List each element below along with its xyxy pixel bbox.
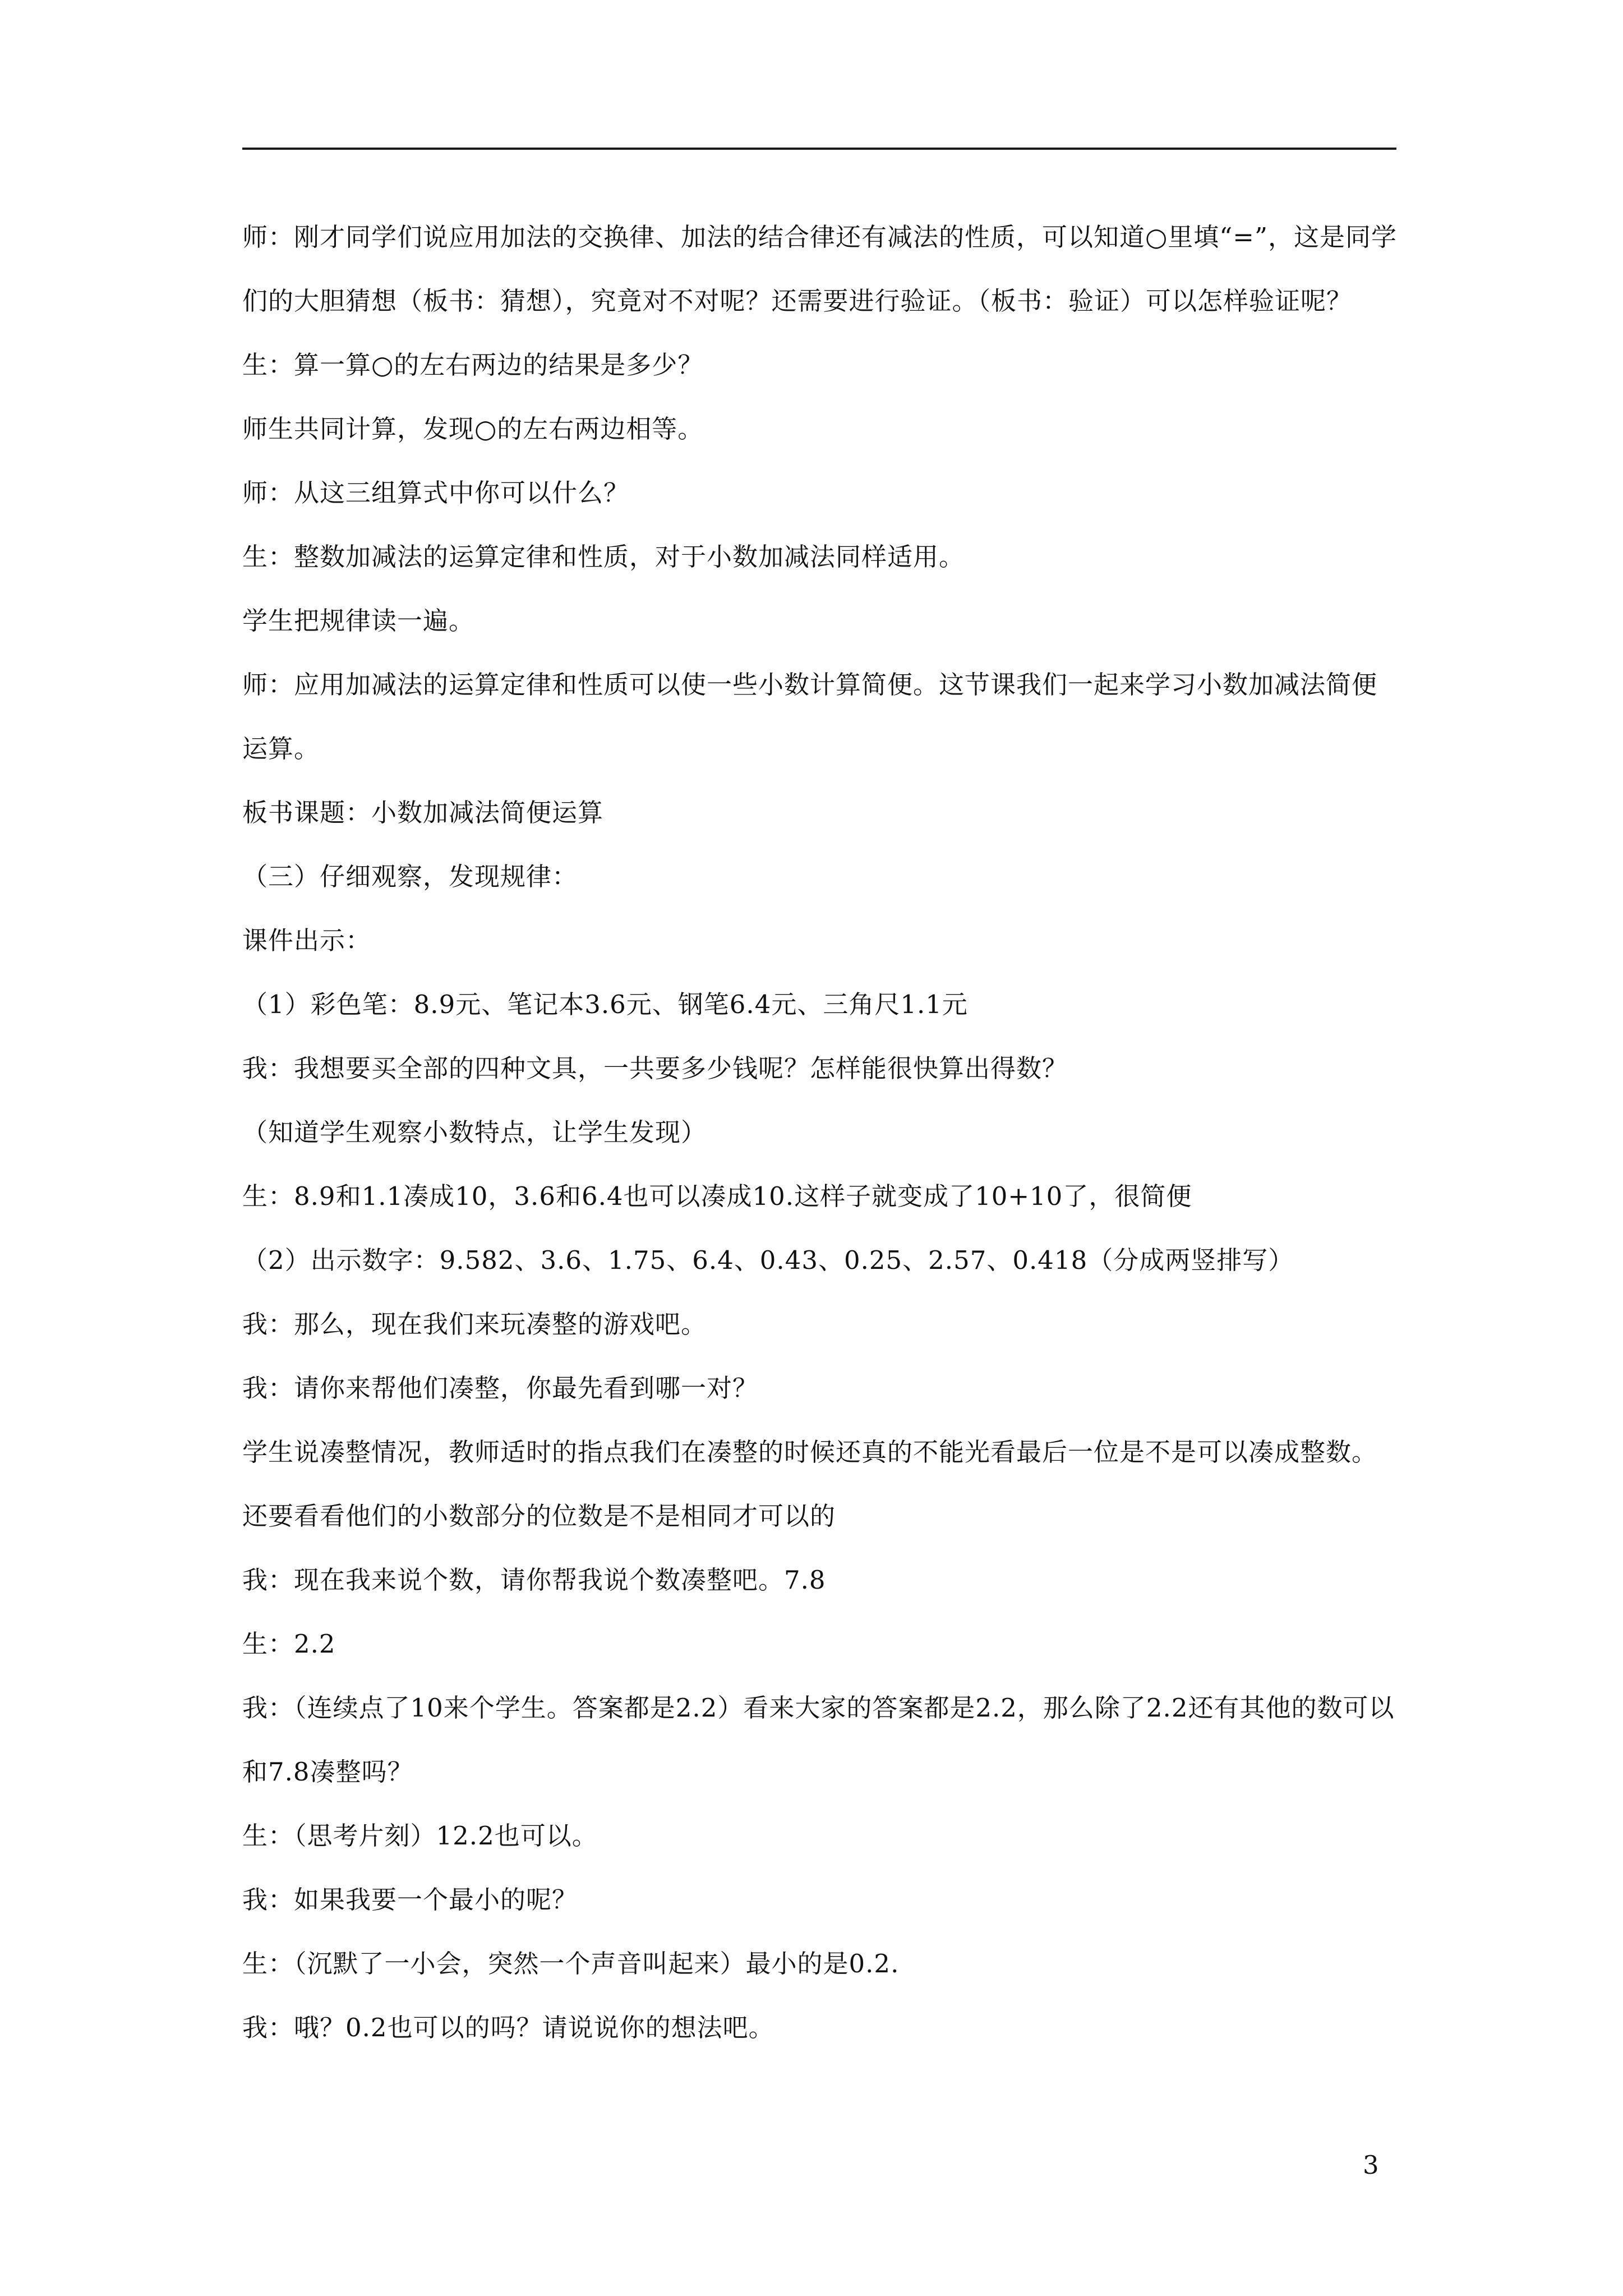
paragraph: 生：2.2: [242, 1629, 336, 1659]
paragraph: 我：那么，现在我们来玩凑整的游戏吧。: [242, 1309, 707, 1339]
paragraph: （2）出示数字：9.582、3.6、1.75、6.4、0.43、0.25、2.57、0.418（分成两竖排写）: [242, 1245, 1294, 1275]
paragraph: 板书课题：小数加减法简便运算: [242, 798, 604, 827]
paragraph: 生：8.9和1.1凑成10，3.6和6.4也可以凑成10.这样子就变成了10+10了，很简便: [242, 1181, 1192, 1211]
paragraph: 我：（连续点了10来个学生。答案都是2.2）看来大家的答案都是2.2，那么除了2.2还有其他的数可以和7.8凑整吗？: [242, 1693, 1395, 1787]
paragraph: 师：刚才同学们说应用加法的交换律、加法的结合律还有减法的性质，可以知道○里填“=”，这是同学们的大胆猜想（板书：猜想），究竟对不对呢？还需要进行验证。（板书：验证）可以怎样验证呢？: [242, 222, 1397, 316]
paragraph: 师：从这三组算式中你可以什么？: [242, 478, 630, 508]
paragraph: 师生共同计算，发现○的左右两边相等。: [242, 414, 704, 444]
document-body: [242, 205, 1398, 2060]
paragraph: （1）彩色笔：8.9元、笔记本3.6元、钢笔6.4元、三角尺1.1元: [242, 990, 968, 1019]
paragraph: 我：现在我来说个数，请你帮我说个数凑整吧。7.8: [242, 1565, 826, 1595]
paragraph: 生：（思考片刻）12.2也可以。: [242, 1821, 598, 1851]
paragraph: 学生说凑整情况，教师适时的指点我们在凑整的时候还真的不能光看最后一位是不是可以凑成整数。还要看看他们的小数部分的位数是不是相同才可以的: [242, 1437, 1378, 1531]
section-heading: （三）仔细观察，发现规律：: [242, 862, 578, 891]
paragraph: 师：应用加减法的运算定律和性质可以使一些小数计算简便。这节课我们一起来学习小数加减法简便运算。: [242, 670, 1378, 763]
paragraph: 生：整数加减法的运算定律和性质，对于小数加减法同样适用。: [242, 542, 965, 572]
paragraph: 生：（沉默了一小会，突然一个声音叫起来）最小的是0.2.: [242, 1949, 900, 1978]
page-number: 3: [1363, 2150, 1379, 2180]
paragraph: 学生把规律读一遍。: [242, 606, 475, 636]
header-rule: [242, 148, 1396, 150]
paragraph: 课件出示：: [242, 926, 372, 955]
paragraph: 我：如果我要一个最小的呢？: [242, 1885, 578, 1915]
paragraph: 生：算一算○的左右两边的结果是多少？: [242, 350, 704, 380]
paragraph: 我：我想要买全部的四种文具，一共要多少钱呢？怎样能很快算出得数？: [242, 1053, 1068, 1083]
paragraph: （知道学生观察小数特点，让学生发现）: [242, 1117, 707, 1147]
paragraph: 我：请你来帮他们凑整，你最先看到哪一对？: [242, 1373, 759, 1403]
paragraph: 我：哦？0.2也可以的吗？请说说你的想法吧。: [242, 2013, 774, 2042]
